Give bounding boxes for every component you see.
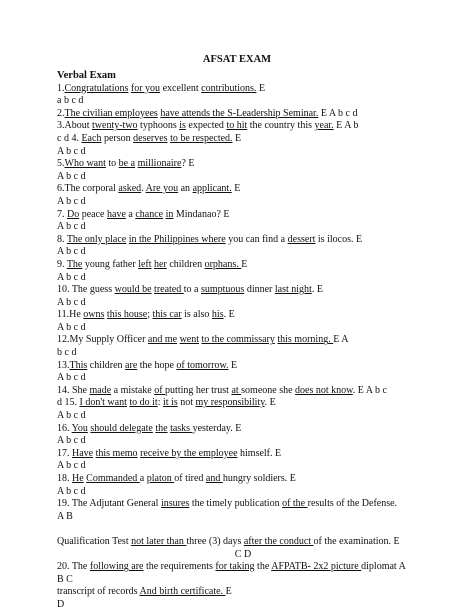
underlined-text: of tomorrow. (176, 359, 229, 371)
text-line (57, 511, 429, 524)
text-line (57, 221, 429, 234)
text-line (57, 158, 429, 171)
underlined-text: have attends the S-Leadership Seminar. (160, 107, 319, 119)
underlined-text: Who want (64, 158, 106, 170)
underlined-text: this memo (95, 447, 138, 459)
text-line (57, 322, 429, 335)
line-text: 16. (57, 422, 72, 434)
underlined-text: year. (314, 120, 334, 132)
underlined-text: be a (118, 158, 136, 170)
line-text: E (231, 183, 241, 195)
line-text: is ilocos. E (315, 233, 363, 245)
underlined-text: owns (83, 309, 105, 321)
underlined-text: applicant. (192, 183, 232, 195)
underlined-text: I don't want (79, 397, 127, 409)
underlined-text: Commanded (86, 473, 140, 484)
text-line (57, 209, 429, 222)
underlined-text: it is (162, 397, 178, 409)
line-text: A b c d (57, 195, 86, 207)
text-line (57, 171, 429, 184)
line-text: A b c d (57, 221, 86, 233)
line-text: 10. The guess (57, 284, 115, 296)
text-line (57, 561, 429, 574)
line-text: 9. (57, 258, 67, 270)
line-text: person (101, 132, 134, 144)
line-text: diplomat A (361, 561, 406, 573)
line-text: to (105, 158, 119, 170)
line-text: children (87, 359, 126, 371)
line-text: 3.About (57, 120, 92, 132)
underlined-text: sumptuous (200, 284, 245, 296)
line-text: E (232, 132, 242, 144)
underlined-text: this car (152, 309, 182, 321)
underlined-text: chance (135, 208, 164, 220)
line-text: A b c d (57, 170, 86, 182)
text-line (57, 410, 429, 423)
underlined-text: not later than (131, 535, 187, 547)
underlined-text: dessert (287, 233, 316, 245)
underlined-text: to hit (226, 120, 248, 132)
text-line (57, 397, 429, 410)
line-text: the requirements (143, 561, 216, 573)
text-line (57, 83, 429, 96)
underlined-text: last night (274, 284, 312, 296)
exam-body (57, 70, 429, 612)
line-text: results of the Defense. (307, 498, 398, 510)
line-text: 8. (57, 233, 67, 245)
underlined-text: And birth certificate. (139, 586, 226, 598)
line-text: dinner (244, 284, 275, 296)
underlined-text: platon (146, 473, 175, 484)
line-text: A b c d (57, 145, 86, 157)
line-text: a b c d (57, 95, 84, 107)
text-line (57, 133, 429, 146)
line-text: 5. (57, 158, 65, 170)
line-text: D (57, 598, 65, 610)
line-text: the timely publication (189, 498, 283, 510)
line-text: 20. The (57, 561, 90, 573)
text-line (57, 120, 429, 133)
underlined-text: in the Philippines where (128, 233, 226, 245)
line-text: 18. (57, 473, 72, 484)
underlined-text: to the commissary (201, 334, 275, 346)
line-text: . E (223, 309, 235, 321)
underlined-text: contributions. (201, 82, 257, 94)
line-text: expected (185, 120, 227, 132)
line-text: hungry soldiers. E (222, 473, 296, 484)
underlined-text: is (179, 120, 186, 132)
underlined-text: The only place (66, 233, 127, 245)
line-text: c d 4. (57, 132, 82, 144)
underlined-text: this morning. (277, 334, 334, 346)
underlined-text: orphans. (204, 258, 242, 270)
text-line (57, 586, 429, 599)
text-line (57, 297, 429, 310)
text-line (57, 385, 429, 398)
text-line (57, 183, 429, 196)
underlined-text: Each (81, 132, 102, 144)
underlined-text: and me (147, 334, 178, 346)
underlined-text: insures (160, 498, 190, 510)
text-line (57, 498, 429, 511)
line-text: : (157, 397, 163, 409)
underlined-text: Congratulations (64, 82, 129, 94)
line-text: transcript of records (57, 586, 140, 598)
line-text: b c d (57, 347, 77, 359)
line-text: to a (183, 284, 201, 296)
line-text: A b c d (57, 410, 86, 422)
line-text: 17. (57, 447, 72, 459)
line-text: of the examination. E (313, 535, 400, 547)
line-text: A b c d (57, 296, 86, 308)
line-text: 14. She (57, 384, 90, 396)
line-text: B C (57, 573, 73, 585)
underlined-text: tasks (170, 422, 193, 434)
underlined-text: of (154, 384, 166, 396)
underlined-text: twenty-two (92, 120, 138, 132)
line-text: himself. E (237, 447, 282, 459)
line-text: . (141, 183, 146, 195)
line-text: C D (234, 548, 252, 560)
underlined-text: Do (67, 208, 80, 220)
underlined-text: asked (118, 183, 142, 195)
text-line (57, 574, 429, 587)
line-text: 6.The corporal (57, 183, 119, 195)
line-text: . E (311, 284, 323, 296)
underlined-text: to be respected. (170, 132, 233, 144)
text-line (57, 599, 429, 612)
line-text: . E (264, 397, 276, 409)
underlined-text: at (231, 384, 242, 396)
text-line (57, 309, 429, 322)
line-text: E A b (333, 120, 359, 132)
line-text: E A (333, 334, 349, 346)
line-text: typhoons (137, 120, 180, 132)
line-text: 13. (57, 359, 70, 371)
text-line (57, 448, 429, 461)
underlined-text: my responsibility (195, 397, 265, 409)
underlined-text: should delegate (90, 422, 153, 434)
underlined-text: This (69, 359, 88, 371)
line-text: E (228, 359, 238, 371)
underlined-text: The (66, 258, 83, 270)
text-line (57, 473, 429, 486)
text-line (57, 372, 429, 385)
underlined-text: and (205, 473, 223, 484)
text-line (57, 259, 429, 272)
line-text: 12.My Supply Officer (57, 334, 148, 346)
underlined-text: treated (154, 284, 184, 296)
underlined-text: have (107, 208, 126, 220)
underlined-text: his (211, 309, 224, 321)
line-text: putting her trust (165, 384, 232, 396)
underlined-text: would be (114, 284, 152, 296)
underlined-text: left (138, 258, 152, 270)
underlined-text: deserves (133, 132, 168, 144)
text-line (57, 549, 429, 562)
line-text: someone she (241, 384, 296, 396)
question-lines (57, 83, 429, 612)
underlined-text: following are (89, 561, 144, 573)
line-text: a (139, 473, 147, 484)
line-text: A b c d (57, 460, 86, 472)
line-text: 1. (57, 82, 65, 94)
line-text: d 15. (57, 397, 80, 409)
text-line (57, 360, 429, 373)
line-text: ; (147, 309, 153, 321)
line-text: not (177, 397, 196, 409)
underlined-text: this house (106, 309, 148, 321)
underlined-text: to do it (129, 397, 158, 409)
underlined-text: does not know (295, 384, 353, 396)
underlined-text: receive by the employee (140, 447, 238, 459)
line-text: 2. (57, 107, 65, 119)
line-text: yesterday. E (192, 422, 242, 434)
underlined-text: for you (130, 82, 161, 94)
text-line (57, 234, 429, 247)
line-text: the hope (137, 359, 177, 371)
line-text: a mistake (111, 384, 155, 396)
underlined-text: are (125, 359, 138, 371)
text-line (57, 246, 429, 259)
line-text: . E A b c (352, 384, 387, 396)
line-text: 11.He (57, 309, 84, 321)
underlined-text: her (154, 258, 167, 270)
line-text: three (3) days (186, 535, 244, 547)
text-line (57, 460, 429, 473)
text-line (57, 146, 429, 159)
underlined-text: Have (72, 447, 94, 459)
line-text: A b c d (57, 271, 86, 283)
text-line (57, 536, 429, 549)
text-line (57, 108, 429, 121)
text-line (57, 284, 429, 297)
underlined-text: He (72, 473, 84, 484)
text-line (57, 272, 429, 285)
underlined-text: for taking (215, 561, 255, 573)
underlined-text: AFPATB- 2x2 picture (271, 561, 362, 573)
underlined-text: The civilian employees (64, 107, 158, 119)
exam-title: AFSAT EXAM (202, 54, 272, 65)
line-text: E A b c d (318, 107, 358, 119)
underlined-text: of the (282, 498, 308, 510)
line-text: excellent (160, 82, 202, 94)
line-text: 7. (57, 208, 67, 220)
text-line (57, 334, 429, 347)
line-text: E (225, 586, 232, 598)
text-line (57, 423, 429, 436)
line-text: Mindanao? E (173, 208, 230, 220)
underlined-text: in (165, 208, 174, 220)
underlined-text: millionaire (137, 158, 182, 170)
text-line (57, 95, 429, 108)
line-text: ? E (181, 158, 195, 170)
line-text: the (254, 561, 272, 573)
text-line (57, 435, 429, 448)
line-text: E (241, 258, 248, 270)
section-heading: Verbal Exam (57, 70, 116, 81)
underlined-text: went (179, 334, 200, 346)
line-text: A b c d (57, 372, 86, 384)
line-text: peace (79, 208, 107, 220)
line-text: is also (181, 309, 212, 321)
underlined-text: made (89, 384, 112, 396)
text-line (57, 486, 429, 499)
underlined-text: after the conduct (243, 535, 314, 547)
line-text: you can find a (225, 233, 288, 245)
line-text: A b c d (57, 321, 86, 333)
line-text: a (125, 208, 136, 220)
underlined-text: Are you (145, 183, 179, 195)
line-text: Qualification Test (57, 535, 132, 547)
text-line (57, 523, 429, 536)
line-text: A b c d (57, 485, 86, 497)
line-text: children (166, 258, 205, 270)
line-text: of tired (174, 473, 206, 484)
text-line (57, 347, 429, 360)
line-text: young father (82, 258, 139, 270)
line-text: A b c d (57, 246, 86, 258)
line-text: A b c d (57, 435, 86, 447)
line-text: an (178, 183, 193, 195)
underlined-text: the (155, 422, 168, 434)
line-text: E (256, 82, 266, 94)
line-text: A B (57, 510, 73, 522)
line-text: the country this (247, 120, 315, 132)
underlined-text: You (71, 422, 88, 434)
text-line (57, 196, 429, 209)
line-text: 19. The Adjutant General (57, 498, 161, 510)
